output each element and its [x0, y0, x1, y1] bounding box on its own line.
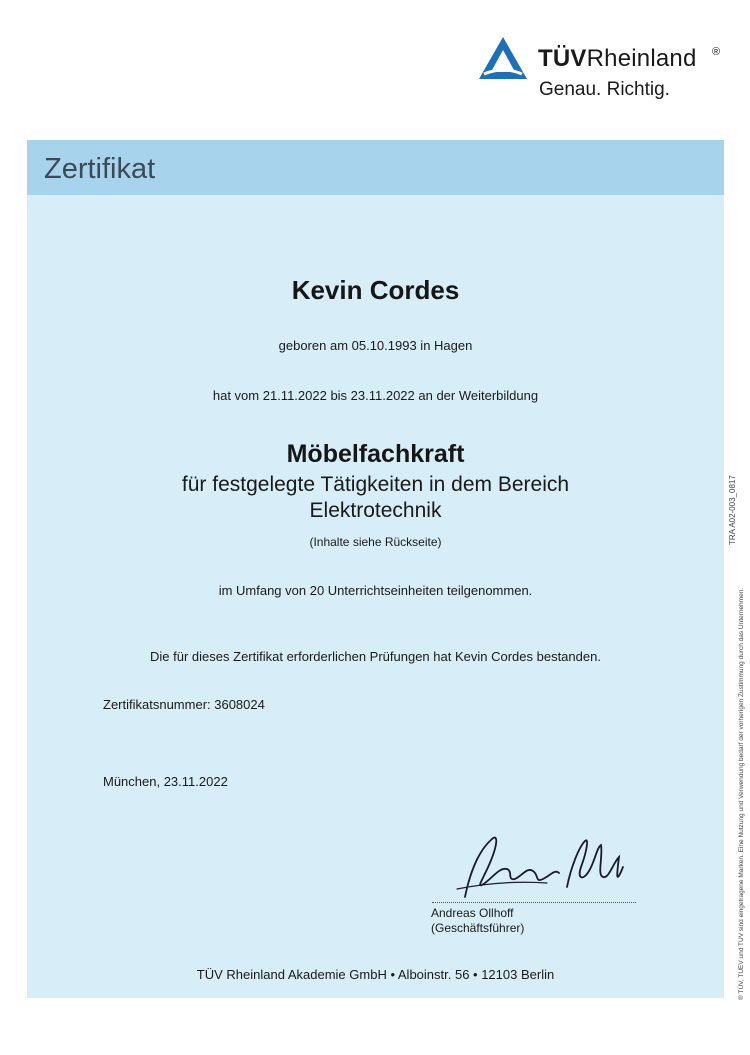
logo-tagline: Genau. Richtig.: [539, 79, 670, 100]
signer-name: Andreas Ollhoff: [431, 906, 514, 920]
certificate-heading: Zertifikat: [44, 153, 156, 185]
tuv-triangle-icon: [478, 36, 528, 80]
birth-line: geboren am 05.10.1993 in Hagen: [278, 338, 473, 353]
certificate-number: Zertifikatsnummer: 3608024: [103, 697, 265, 712]
signature-line: [432, 902, 636, 903]
form-code: TRA A02-003_0817: [728, 475, 737, 545]
trademark-notice: ® TÜV, TUEV und TUV sind eingetragene Marken. Eine Nutzung und Verwendung bedarf der vorherigen Zustimmung durch das Unternehmen.: [738, 587, 745, 1000]
place-date: München, 23.11.2022: [103, 774, 228, 789]
registered-mark: ®: [712, 46, 721, 58]
course-title: Möbelfachkraft: [286, 440, 465, 468]
logo-wordmark: TÜVRheinland: [538, 45, 697, 72]
recipient-name: Kevin Cordes: [291, 275, 460, 305]
footer-address: TÜV Rheinland Akademie GmbH • Alboinstr. 56 • 12103 Berlin: [196, 967, 555, 982]
tuv-rheinland-logo: [478, 36, 728, 100]
certificate-body: [27, 195, 724, 998]
certificate-header-band: [27, 140, 724, 195]
period-line: hat vom 21.11.2022 bis 23.11.2022 an der Weiterbildung: [212, 388, 539, 403]
course-field: Elektrotechnik: [309, 499, 442, 522]
course-subtitle: für festgelegte Tätigkeiten in dem Bereich: [181, 473, 570, 496]
signer-role: (Geschäftsführer): [431, 921, 525, 935]
scope-line: im Umfang von 20 Unterrichtseinheiten teilgenommen.: [218, 583, 533, 598]
contents-note: (Inhalte siehe Rückseite): [309, 535, 442, 549]
passed-line: Die für dieses Zertifikat erforderlichen Prüfungen hat Kevin Cordes bestanden.: [150, 649, 601, 664]
handwritten-signature: [447, 827, 637, 907]
